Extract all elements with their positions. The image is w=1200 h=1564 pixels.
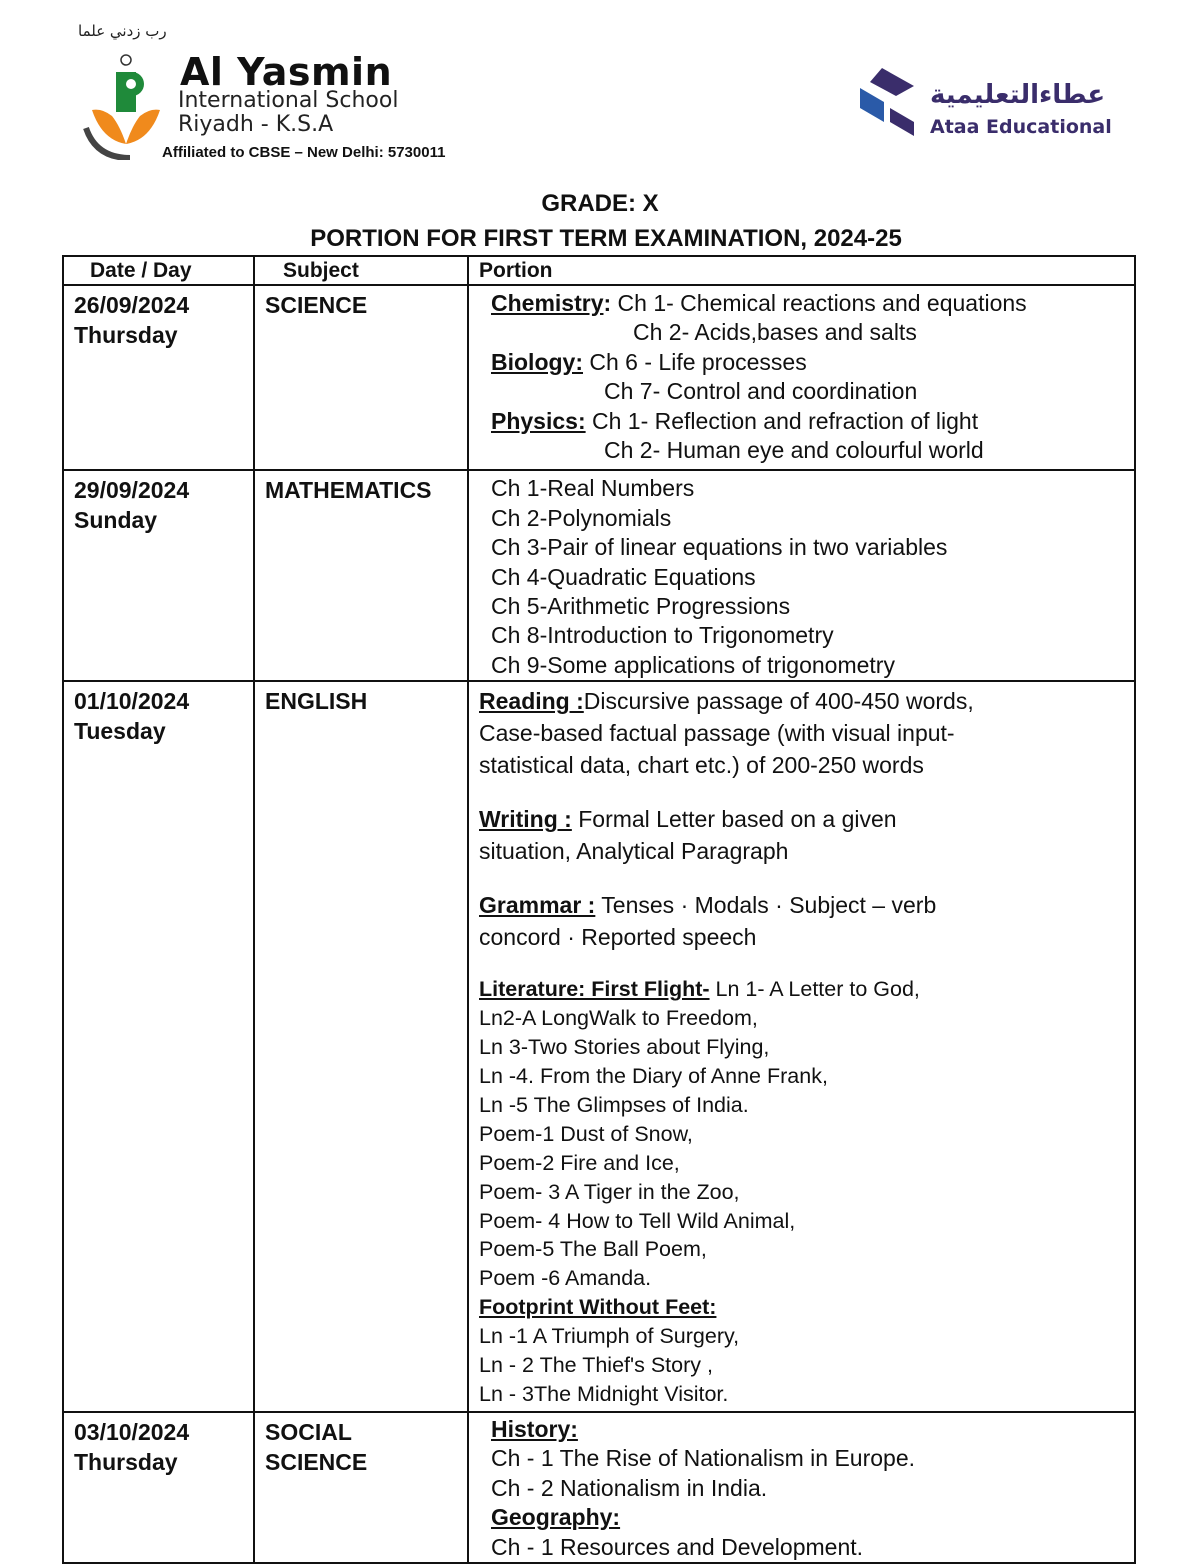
literature-item: Poem-2 Fire and Ice, bbox=[479, 1150, 680, 1175]
history-heading: History: bbox=[491, 1415, 578, 1442]
header-subject: Subject bbox=[254, 256, 468, 285]
affiliation-text: Affiliated to CBSE – New Delhi: 5730011 bbox=[162, 144, 446, 161]
portion-cell: Reading :Discursive passage of 400-450 words, Case-based factual passage (with visual input- statistical data, chart etc.) of 200-250 words Writing : Formal Letter based on a given situation, Analytical Paragraph Grammar : Tenses · Modals · Subject – verb concord · Reported speech Literature: First Flight- Ln 1- A Letter to God, Ln2-A LongWalk to Freedom, Ln 3-Two Stories about Flying, Ln -4. From the Diary of Anne Frank, Ln -5 The Glimpses of India. Poem-1 Dust of Snow, Poem-2 Fire and Ice, Poem- 3 A Tiger in the Zoo, Poem- 4 How to Tell Wild Animal, Poem-5 The Ball Poem, Poem -6 Amanda. Footprint Without Feet: Ln -1 A Triumph of Surgery, Ln - 2 The Thief's Story , Ln - 3The Midnight Visitor. bbox=[468, 681, 1135, 1412]
literature-item: Poem- 4 How to Tell Wild Animal, bbox=[479, 1208, 796, 1233]
chapter-item: Ch 4-Quadratic Equations bbox=[491, 563, 756, 590]
table-row bbox=[63, 285, 1135, 470]
date-cell: 29/09/2024 Sunday bbox=[63, 470, 254, 681]
subject-cell: ENGLISH bbox=[254, 681, 468, 1412]
ataa-english-name: Ataa Educational bbox=[930, 116, 1112, 138]
date-cell: 03/10/2024 Thursday bbox=[63, 1412, 254, 1563]
table-row bbox=[63, 1412, 1135, 1563]
footprint-item: Ln - 3The Midnight Visitor. bbox=[479, 1381, 729, 1406]
literature-item: Ln -4. From the Diary of Anne Frank, bbox=[479, 1064, 828, 1088]
table-header-row bbox=[63, 256, 1135, 285]
school-subtitle: International School bbox=[178, 88, 399, 113]
literature-item: Poem- 3 A Tiger in the Zoo, bbox=[479, 1179, 740, 1204]
chapter-item: Ch 5-Arithmetic Progressions bbox=[491, 593, 791, 620]
literature-item: Ln 3-Two Stories about Flying, bbox=[479, 1035, 770, 1060]
footprint-item: Ln - 2 The Thief's Story , bbox=[479, 1353, 713, 1378]
school-location: Riyadh - K.S.A bbox=[178, 112, 334, 137]
literature-item: Poem-5 The Ball Poem, bbox=[479, 1237, 707, 1262]
portion-cell: History: Ch - 1 The Rise of Nationalism in Europe. Ch - 2 Nationalism in India. Geography: Ch - 1 Resources and Development. bbox=[468, 1412, 1135, 1563]
chapter-item: Ch 1-Real Numbers bbox=[491, 475, 695, 502]
geography-heading: Geography: bbox=[491, 1504, 621, 1531]
portion-cell bbox=[468, 470, 1135, 681]
table-row bbox=[63, 470, 1135, 681]
ataa-arabic-name: عطاءالتعليمية bbox=[930, 80, 1106, 110]
footprint-heading: Footprint Without Feet: bbox=[479, 1295, 717, 1320]
grade-heading: GRADE: X bbox=[541, 190, 659, 217]
chapter-item: Ch 8-Introduction to Trigonometry bbox=[491, 622, 834, 649]
arabic-motto: رب زدني علما bbox=[78, 22, 167, 40]
portion-table bbox=[62, 255, 1136, 1564]
portion-cell: Chemistry: Ch 1- Chemical reactions and equations Ch 2- Acids,bases and salts Biology: Ch 6 - Life processes Ch 7- Control and coordination Physics: Ch 1- Reflection and refraction of light Ch 2- Human eye and colourful world bbox=[468, 285, 1135, 470]
header-portion: Portion bbox=[468, 256, 1135, 285]
header-date: Date / Day bbox=[63, 256, 254, 285]
chapter-item: Ch 2-Polynomials bbox=[491, 504, 672, 531]
subject-cell: SOCIAL SCIENCE bbox=[254, 1412, 468, 1563]
school-logo-block bbox=[74, 22, 504, 172]
footprint-item: Ln -1 A Triumph of Surgery, bbox=[479, 1324, 740, 1349]
subject-cell: MATHEMATICS bbox=[254, 470, 468, 681]
school-name: Al Yasmin bbox=[180, 50, 393, 94]
chapter-item: Ch 3-Pair of linear equations in two variables bbox=[491, 534, 948, 561]
date-cell: 01/10/2024 Tuesday bbox=[63, 681, 254, 1412]
school-emblem-icon bbox=[78, 32, 170, 160]
subject-cell: SCIENCE bbox=[254, 285, 468, 470]
ataa-logo-block bbox=[850, 64, 1120, 144]
date-cell: 26/09/2024 Thursday bbox=[63, 285, 254, 470]
literature-item: Poem -6 Amanda. bbox=[479, 1266, 652, 1291]
table-row bbox=[63, 681, 1135, 1412]
page-title: PORTION FOR FIRST TERM EXAMINATION, 2024-25 bbox=[310, 225, 902, 252]
literature-item: Poem-1 Dust of Snow, bbox=[479, 1121, 693, 1146]
literature-item: Ln -5 The Glimpses of India. bbox=[479, 1092, 749, 1117]
chapter-item: Ch 9-Some applications of trigonometry bbox=[491, 651, 895, 678]
ataa-logo-icon bbox=[850, 64, 922, 140]
literature-item: Ln2-A LongWalk to Freedom, bbox=[479, 1006, 758, 1031]
